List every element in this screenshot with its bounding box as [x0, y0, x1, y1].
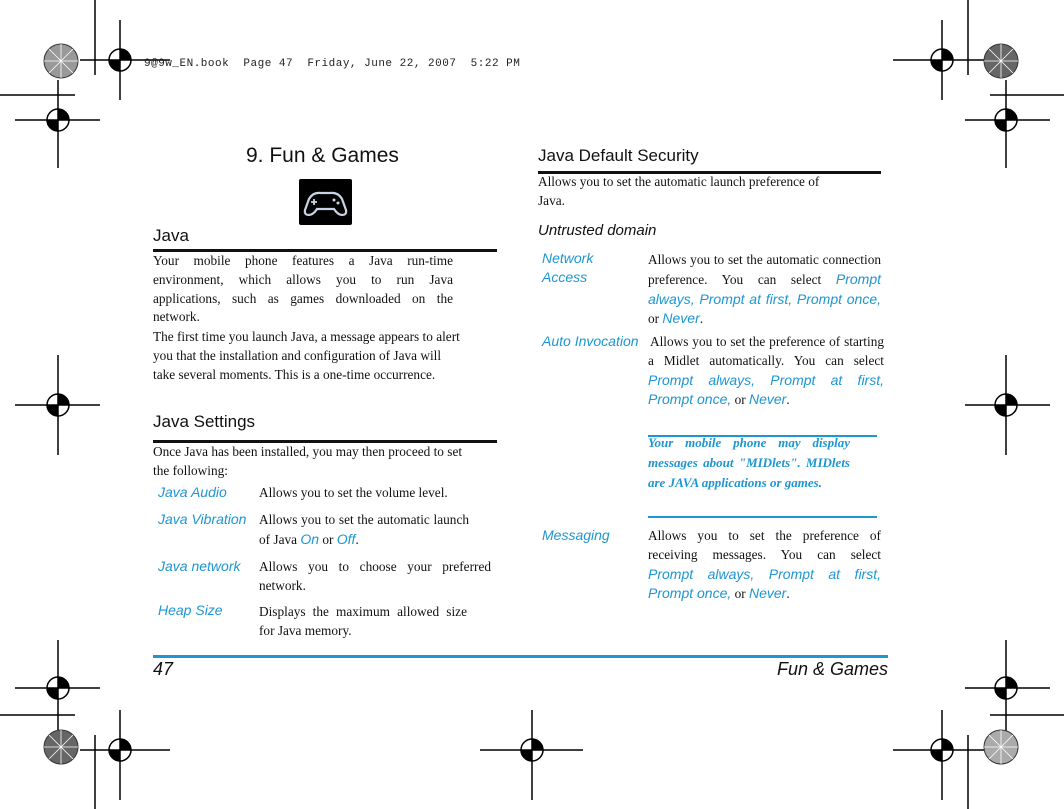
java-network-term: Java network: [158, 558, 241, 574]
print-header-stamp: 9@9w_EN.book Page 47 Friday, June 22, 2007 5:22 PM: [144, 58, 521, 70]
network-access-desc: Allows you to set the automatic connection preference. You can select Prompt always, Prompt at first, Prompt once, or Never.: [648, 252, 881, 327]
note-bottom-rule: [648, 516, 877, 518]
on-value: On: [300, 530, 320, 547]
security-intro: Allows you to set the automatic launch preference of Java.: [538, 174, 820, 208]
chapter-title: 9. Fun & Games: [246, 144, 399, 167]
network-access-term: Network Access: [542, 250, 594, 285]
java-intro: Your mobile phone features a Java run-time environment, which allows you to run Java applications, such as games downloaded on the network.: [153, 253, 453, 325]
java-vibration-term: Java Vibration: [158, 511, 247, 527]
off-value: Off: [336, 530, 356, 547]
network-access-never: Never: [662, 310, 700, 327]
java-audio-desc: Allows you to set the volume level.: [259, 485, 448, 500]
heap-size-desc: Displays the maximum allowed size for Java memory.: [259, 604, 467, 638]
messaging-desc: Allows you to set the preference of receiving messages. You can select Prompt always, Prompt at first, Prompt once, or Never.: [648, 528, 881, 602]
page-number: 47: [153, 659, 174, 679]
footer-rule: [153, 655, 888, 658]
untrusted-domain-title: Untrusted domain: [538, 222, 657, 239]
midlets-note: Your mobile phone may display messages about "MIDlets". MIDlets are JAVA applications or games.: [648, 435, 850, 490]
java-audio-term: Java Audio: [158, 484, 227, 500]
java-vibration-desc: Allows you to set the automatic launch of Java On or Off.: [259, 512, 469, 547]
security-title: Java Default Security: [538, 146, 699, 165]
auto-invocation-never: Never: [749, 391, 787, 408]
java-first-launch: The first time you launch Java, a message appears to alert you that the installation and configuration of Java will take several moments. This is a one-time occurrence.: [153, 329, 460, 382]
messaging-term: Messaging: [542, 527, 610, 543]
messaging-options: Prompt always, Prompt at first, Prompt once,: [648, 565, 881, 602]
heap-size-term: Heap Size: [158, 602, 223, 618]
game-controller-icon: [299, 179, 352, 225]
auto-invocation-options: Prompt always, Prompt at first, Prompt once,: [648, 371, 884, 408]
messaging-never: Never: [749, 585, 787, 602]
footer-section-name: Fun & Games: [776, 659, 888, 679]
network-access-options: Prompt always, Prompt at first, Prompt once,: [648, 270, 881, 307]
java-settings-intro: Once Java has been installed, you may then proceed to set the following:: [153, 444, 463, 478]
java-network-desc: Allows you to choose your preferred network.: [259, 559, 491, 593]
java-section-title: Java: [153, 226, 189, 245]
auto-invocation-term: Auto Invocation: [542, 333, 639, 349]
java-settings-title: Java Settings: [153, 412, 256, 431]
auto-invocation-desc: Allows you to set the preference of starting a Midlet automatically. You can select Prompt always, Prompt at first, Prompt once, or Never.: [648, 334, 884, 408]
